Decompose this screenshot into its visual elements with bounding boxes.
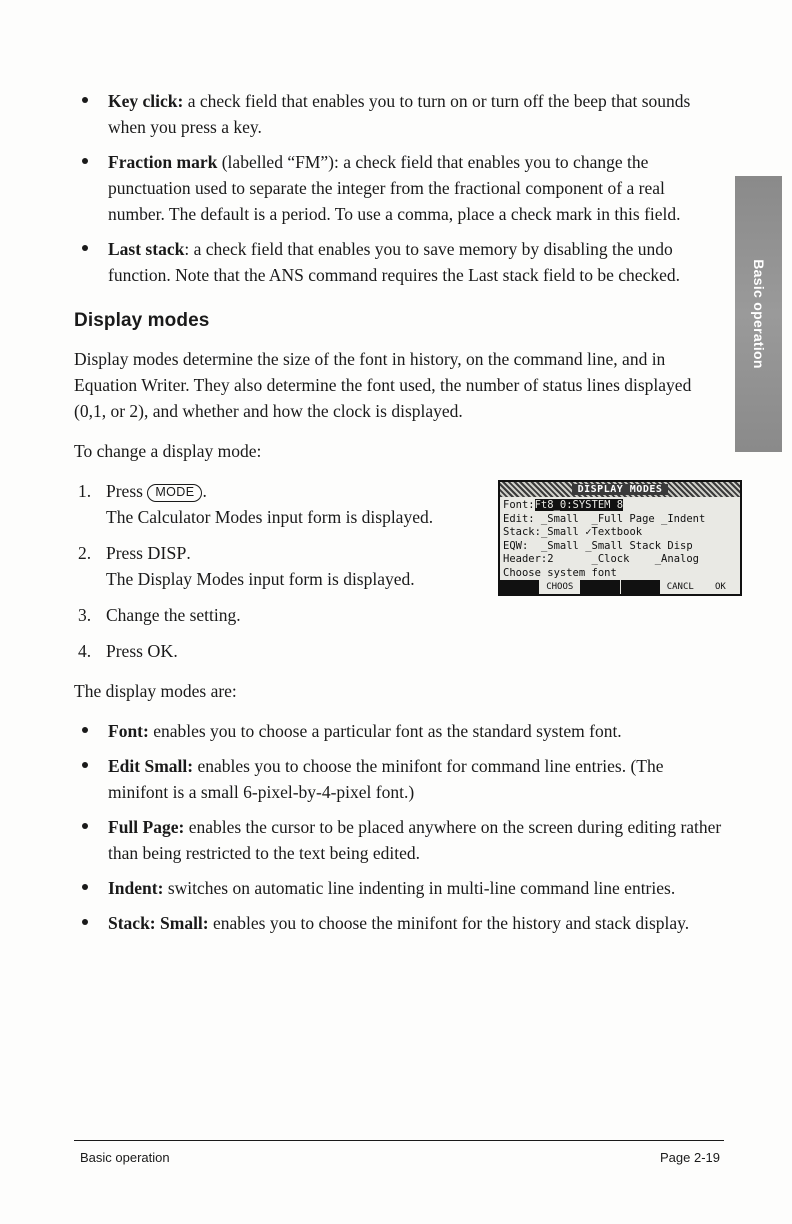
- list-item: [74, 602, 436, 628]
- step-number: 4.: [78, 641, 92, 661]
- bullet-text: enables you to choose the minifont for command line entries. (The minifont is a small 6-pixel-by-4-pixel font.): [108, 756, 664, 802]
- calc-row-value[interactable]: _Small _Small Stack Disp: [528, 539, 693, 552]
- calc-row-font: [503, 499, 737, 513]
- step-text: Change the setting.: [106, 605, 241, 625]
- step-text-end: .: [186, 543, 191, 563]
- step-result-text: The Display Modes input form is displayed.: [106, 569, 415, 589]
- calc-row-value[interactable]: _Small _Full Page _Indent: [534, 512, 706, 525]
- calc-row-value[interactable]: Ft8_0:SYSTEM 8: [534, 499, 624, 511]
- step-text-end: .: [173, 641, 178, 661]
- bullet-dot-icon: [82, 762, 88, 768]
- list-item: [74, 540, 436, 592]
- page-content: [74, 88, 724, 948]
- bullet-text: enables the cursor to be placed anywhere on the screen during editing rather than being restricted to the text being edited.: [108, 817, 722, 863]
- calc-title-text: DISPLAY MODES: [572, 484, 669, 495]
- list-item: [74, 88, 724, 140]
- step-number: 2.: [78, 543, 92, 563]
- key-label-ok[interactable]: OK: [147, 641, 174, 661]
- step-number: 1.: [78, 481, 92, 501]
- bullet-lead: Key click:: [108, 91, 184, 111]
- list-item: [74, 814, 724, 866]
- list-item: [74, 875, 724, 901]
- bullet-text: enables you to choose a particular font as the standard system font.: [148, 721, 622, 741]
- step-text: Press: [106, 481, 148, 501]
- bullet-text: : a check field that enables you to save memory by disabling the undo function. Note that the ANS command requires the Last stack field to be checked.: [108, 239, 680, 285]
- bullet-lead: Font:: [108, 721, 149, 741]
- calc-menu-key-3[interactable]: [580, 580, 620, 594]
- section-heading: Display modes: [74, 310, 210, 331]
- calc-row-label: Header:: [503, 553, 548, 565]
- list-item: [74, 236, 724, 288]
- bullet-dot-icon: [82, 245, 88, 251]
- bullet-dot-icon: [82, 158, 88, 164]
- after-steps-text: The display modes are:: [74, 681, 237, 701]
- bullet-dot-icon: [82, 823, 88, 829]
- calc-form-rows: [500, 497, 740, 580]
- steps-lead-in: To change a display mode:: [74, 441, 262, 461]
- calc-menu-key-4[interactable]: [621, 580, 661, 594]
- list-item: [74, 718, 724, 744]
- bullet-text: a check field that enables you to turn on or turn off the beep that sounds when you press a key.: [108, 91, 691, 137]
- bullet-dot-icon: [82, 884, 88, 890]
- step-text: Press: [106, 641, 148, 661]
- calc-row-label: Font:: [503, 499, 535, 511]
- bullet-text: switches on automatic line indenting in multi-line command line entries.: [163, 878, 676, 898]
- calc-row-label: Edit:: [503, 512, 535, 525]
- step-result-text: The Calculator Modes input form is displayed.: [106, 507, 434, 527]
- calc-title-bar: [500, 482, 740, 497]
- calc-menu-key-cancl[interactable]: CANCL: [661, 580, 701, 594]
- calc-menu-key-choos[interactable]: CHOOS: [540, 580, 580, 594]
- calc-row-eqw: [503, 540, 737, 554]
- bullet-lead: Edit Small:: [108, 756, 194, 776]
- key-label-disp[interactable]: DISP: [147, 543, 187, 563]
- step-text: Press: [106, 543, 148, 563]
- bullet-lead: Full Page:: [108, 817, 185, 837]
- bullet-text: (labelled “FM”): a check field that enables you to change the punctuation used to separate the integer from the fractional component of a real number. The default is a period. To use a comma, place a check mark in this field.: [108, 152, 681, 224]
- edge-tab-label: Basic operation: [750, 259, 767, 369]
- bullet-dot-icon: [82, 919, 88, 925]
- steps-with-figure: [74, 478, 724, 664]
- calculator-display-figure: [498, 480, 742, 596]
- calc-soft-menu: [500, 580, 740, 594]
- footer-section-name: Basic operation: [80, 1150, 170, 1165]
- calc-row-label: Stack:: [503, 526, 541, 538]
- bullet-lead: Fraction mark: [108, 152, 218, 172]
- step-text-end: .: [202, 481, 207, 501]
- bullet-text: enables you to choose the minifont for the history and stack display.: [208, 913, 690, 933]
- bullet-lead: Last stack: [108, 239, 185, 259]
- list-item: [74, 753, 724, 805]
- list-item: [74, 910, 724, 936]
- bullet-lead: Indent:: [108, 878, 164, 898]
- bullet-lead: Stack: Small:: [108, 913, 209, 933]
- calc-row-value[interactable]: 2 _Clock _Analog: [547, 553, 699, 565]
- calc-row-label: EQW:: [503, 539, 529, 552]
- keycap-mode[interactable]: MODE: [147, 484, 202, 502]
- calc-row-header: [503, 553, 737, 567]
- list-item: [74, 149, 724, 227]
- section-edge-tab: [735, 176, 782, 452]
- calc-menu-key-1[interactable]: [500, 580, 540, 594]
- list-item: [74, 478, 486, 530]
- footer-divider: [74, 1140, 724, 1141]
- section-intro: Display modes determine the size of the font in history, on the command line, and in Equation Writer. They also determine the font used, the number of status lines displayed (0,1, or 2), and whether and how the clock is displayed.: [74, 349, 692, 421]
- calc-row-stack: [503, 526, 737, 540]
- calc-menu-key-ok[interactable]: OK: [701, 580, 740, 594]
- bottom-bullet-list: [74, 718, 724, 936]
- step-number: 3.: [78, 605, 92, 625]
- bullet-dot-icon: [82, 727, 88, 733]
- calc-row-value[interactable]: _Small ✓Textbook: [540, 526, 643, 538]
- calc-row-edit: [503, 513, 737, 527]
- calc-help-line: Choose system font: [503, 566, 617, 579]
- list-item: [74, 638, 436, 664]
- bullet-dot-icon: [82, 97, 88, 103]
- top-bullet-list: [74, 88, 724, 288]
- footer-page-number: Page 2-19: [660, 1150, 720, 1165]
